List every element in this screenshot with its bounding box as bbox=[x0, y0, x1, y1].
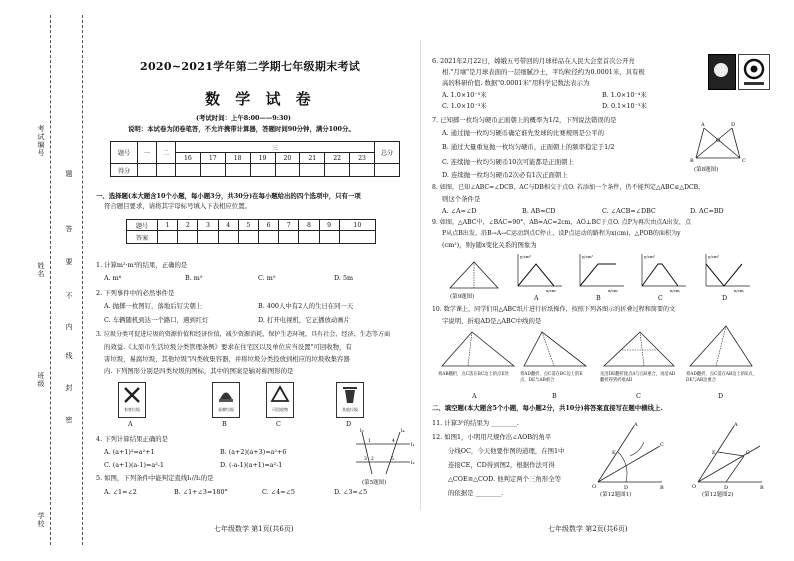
exam-title: 2020~2021学年第二学期七年级期末考试 bbox=[140, 60, 361, 73]
answer-cell bbox=[299, 231, 319, 244]
q9-line-3: (cm²)，则y随x变化关系的图象为 bbox=[442, 241, 537, 249]
q5-label: l₃ bbox=[360, 428, 364, 434]
q2-opt-a: A. 抛掷一枚图钉，落地后钉尖朝上 bbox=[104, 302, 203, 310]
q12-figure-1 bbox=[590, 422, 666, 490]
q12-label: B bbox=[660, 485, 664, 491]
score-row-label: 得分 bbox=[111, 164, 138, 177]
q11-stem: 11. 计算3⁰的结果为 ________. bbox=[432, 419, 519, 427]
q12-arc bbox=[630, 442, 644, 456]
food-waste-icon bbox=[212, 382, 240, 418]
q12-seg-ce bbox=[718, 452, 744, 456]
q9-graph-c bbox=[636, 252, 688, 292]
q8-label: C bbox=[742, 158, 746, 164]
score-sub: 22 bbox=[325, 153, 350, 164]
q12-ray-oc bbox=[698, 446, 760, 482]
binding-label-nei: 内 bbox=[65, 323, 73, 331]
q5-label: l₁ bbox=[411, 442, 415, 448]
section2-heading: 二、填空题(本大题含5个小题，每小题2分，共10分)将答案直接写在题中横线上. bbox=[432, 404, 663, 412]
binding-line-inner bbox=[82, 15, 83, 545]
q10-fig-a-crease bbox=[468, 332, 472, 366]
answer-num: 8 bbox=[299, 220, 319, 231]
score-sub: 19 bbox=[250, 153, 275, 164]
q10-fig-c-crease bbox=[640, 332, 644, 366]
q8-stem: 8. 如图，已知∠ABC=∠DCB，AC与DB相交于点O. 若添加一个条件，仍不能判定△ABC≌△DCB， bbox=[432, 184, 705, 191]
answer-table bbox=[126, 219, 376, 244]
q4-opt-a: A. (a+1)²=a²+1 bbox=[104, 448, 155, 456]
q1-opt-d: D. 5m bbox=[334, 274, 354, 282]
q2-opt-b: B. 400人中有2人的生日在同一天 bbox=[258, 302, 354, 310]
q12-label: E bbox=[712, 450, 716, 456]
q12-line-1: 12. 如图1，小明用尺规作出∠AOB的角平 bbox=[432, 433, 552, 441]
page1-footer: 七年级数学 第1页(共6页) bbox=[214, 525, 294, 533]
score-cell bbox=[225, 164, 250, 177]
q10-figure-c bbox=[600, 328, 678, 370]
q7-stem: 7. 已知掷一枚均匀硬币正面朝上的概率为1/2，下列说法错误的是 bbox=[432, 116, 617, 124]
q9-line-1: 9. 如图，△ABC中，∠BAC=90°，AB=AC=2cm，AO⊥BC于点O. 点P为再次由点A出发，点 bbox=[432, 219, 692, 226]
q9-figure bbox=[446, 256, 502, 292]
binding-label-name: 姓名 bbox=[37, 262, 45, 278]
q9-opt-d: D bbox=[722, 294, 728, 302]
q9-axis-x: x/cm bbox=[670, 288, 680, 293]
answer-num: 5 bbox=[238, 220, 258, 231]
score-col-2: 二 bbox=[157, 142, 176, 164]
q9-opt-a: A bbox=[534, 294, 539, 302]
q9-graph-b bbox=[574, 252, 626, 292]
q5-opt-d: D. ∠3=∠5 bbox=[334, 488, 368, 496]
q4-opt-c: C. (a+1)(a-1)=a²-1 bbox=[104, 461, 164, 469]
q3-line-1: 3. 垃圾分类可促进垃圾的资源价值和经济价值，减少资源消耗，保护生态环境，具有社会、经济、生态等方面 bbox=[96, 331, 391, 338]
q12-label: A bbox=[734, 422, 738, 428]
q9-graph-d-curve bbox=[706, 264, 742, 286]
q1-stem: 1. 计算m²·m³的结果，正确的是 bbox=[96, 261, 188, 269]
score-cell bbox=[138, 164, 157, 177]
q1-opt-c: C. m⁹ bbox=[258, 274, 276, 282]
answer-cell bbox=[198, 231, 218, 244]
binding-label-exam-number: 考试编号 bbox=[37, 125, 45, 157]
answer-cell bbox=[279, 231, 299, 244]
q6-opt-c: C. 1.0×10⁻³米 bbox=[442, 102, 487, 110]
q5-figure-caption: (第5题图) bbox=[362, 480, 387, 486]
q12-label: A bbox=[634, 422, 638, 428]
page-divider bbox=[420, 40, 421, 510]
q12-arc bbox=[618, 452, 627, 482]
q8-opt-d: D. AC=BD bbox=[690, 207, 724, 215]
answer-cell bbox=[319, 231, 339, 244]
q12-ray-oc bbox=[598, 446, 660, 482]
binding-label-feng: 封 bbox=[65, 384, 73, 392]
page2-footer: 七年级数学 第2页(共6页) bbox=[548, 525, 628, 533]
q2-stem: 2. 下列事件中的必然事件是 bbox=[96, 289, 175, 297]
q3-line-2: 的效益.《太原市生活垃圾分类管理条例》要求在住宅区以及单位应当设置"可回收物，有 bbox=[104, 343, 352, 351]
answer-cell bbox=[178, 231, 198, 244]
q8-edge bbox=[696, 128, 732, 158]
q4-stem: 4. 下列计算结果正确的是 bbox=[96, 435, 169, 443]
answer-cell bbox=[339, 231, 375, 244]
q8-edge bbox=[732, 128, 740, 158]
stamp-circle bbox=[714, 63, 728, 77]
answer-cell bbox=[158, 231, 178, 244]
score-table bbox=[110, 141, 400, 177]
answer-cell bbox=[238, 231, 258, 244]
score-sub: 21 bbox=[300, 153, 325, 164]
q4-opt-d: D. (-a-1)(a+1)=a²-1 bbox=[220, 461, 283, 469]
q9-axis-y: y/cm² bbox=[708, 254, 720, 259]
q8-edge bbox=[696, 128, 704, 158]
q12-ray-oa bbox=[698, 426, 734, 482]
q8-label: O bbox=[716, 138, 721, 144]
score-col-1: 一 bbox=[138, 142, 157, 164]
q12-line-2: 分线OC，今天他要作图的道理，在图1中 bbox=[448, 447, 565, 455]
q12-figure-2 bbox=[690, 422, 766, 490]
q3-opt-b: B bbox=[222, 420, 227, 428]
score-sub: 18 bbox=[225, 153, 250, 164]
score-cell bbox=[250, 164, 275, 177]
q8-opt-a: A. ∠A=∠D bbox=[442, 207, 477, 215]
icon-caption: 可回收物 bbox=[272, 407, 288, 412]
q5-stem: 5. 如图，下列条件中能判定直线l₁//l₂的是 bbox=[96, 474, 214, 482]
q5-opt-c: C. ∠4=∠5 bbox=[262, 488, 295, 496]
score-sub: 17 bbox=[200, 153, 225, 164]
q6-opt-b: B. 1.0×10⁻⁴米 bbox=[602, 91, 647, 99]
q5-opt-a: A. ∠1=∠2 bbox=[104, 488, 137, 496]
q5-label: l₄ bbox=[401, 428, 405, 434]
q10-figure-a bbox=[438, 328, 518, 370]
q9-opt-b: B bbox=[596, 294, 601, 302]
q9-graph-b-curve bbox=[580, 264, 616, 286]
q12-seg-cd bbox=[726, 456, 744, 482]
q7-opt-a: A. 通过抛一枚均匀硬币确定谁先发球的比赛规则是公平的 bbox=[442, 129, 605, 137]
score-col-3: 三 bbox=[176, 142, 375, 153]
score-sub: 16 bbox=[176, 153, 201, 164]
q6-opt-a: A. 1.0×10⁻⁵米 bbox=[442, 91, 487, 99]
q12-label: E bbox=[612, 450, 616, 456]
answer-num: 3 bbox=[198, 220, 218, 231]
q3-opt-d: D bbox=[346, 420, 352, 428]
score-cell bbox=[200, 164, 225, 177]
q9-axis-y: y/cm² bbox=[582, 254, 594, 259]
answer-num: 1 bbox=[158, 220, 178, 231]
q3-opt-a: A bbox=[128, 420, 133, 428]
answer-num: 4 bbox=[218, 220, 238, 231]
score-cell bbox=[176, 164, 201, 177]
q8-edge bbox=[704, 128, 740, 158]
q5-label: 4 bbox=[392, 439, 395, 444]
answer-num: 9 bbox=[319, 220, 339, 231]
section1-heading-2: 符合题目要求，请将其字母标号填入下表相应位置。 bbox=[104, 202, 251, 210]
q12-figure-2-caption: (第12题图2) bbox=[702, 492, 734, 498]
score-cell bbox=[275, 164, 300, 177]
q12-label: D bbox=[624, 485, 629, 491]
q12-line-5: 的依据是 ________. bbox=[448, 489, 504, 497]
q9-graph-c-curve bbox=[642, 264, 678, 286]
lunar-logo-image bbox=[738, 54, 770, 90]
q1-opt-b: B. m⁵ bbox=[185, 274, 203, 282]
lunar-logo-symbol bbox=[739, 55, 769, 89]
q3-opt-c: C bbox=[276, 420, 281, 428]
section1-heading: 一、选择题(本大题含10个小题，每小题3分，共30分)在每小题给出的四个选项中，只有一项 bbox=[96, 192, 361, 200]
q9-axis-y: y/cm² bbox=[644, 254, 656, 259]
score-cell bbox=[375, 164, 400, 177]
q12-label: D bbox=[724, 485, 729, 491]
q10-figure-d bbox=[686, 322, 756, 370]
q7-opt-b: B. 通过大量重复抛一枚均匀硬币，正面朝上的频率稳定于1/2 bbox=[442, 143, 615, 151]
exam-instructions: 说明：本试卷为闭卷笔答，不允许携带计算器，答题时间90分钟，满分100分。 bbox=[128, 125, 355, 133]
q6-line-1: 6. 2021年2月22日，嫦娥五号带回的月球样品在人民大会堂首次公开亮 bbox=[432, 57, 635, 65]
exam-time: (考试时间：上午8:00——9:30) bbox=[196, 114, 291, 122]
q12-label: O bbox=[592, 484, 597, 490]
q9-axis-y: y/cm² bbox=[520, 254, 532, 259]
q10-opt-c: C bbox=[636, 392, 641, 400]
q1-opt-a: A. m⁶ bbox=[104, 274, 122, 282]
hazardous-waste-icon bbox=[118, 382, 146, 418]
recyclable-icon bbox=[266, 382, 294, 418]
binding-label-ti: 题 bbox=[65, 170, 73, 178]
answer-num: 2 bbox=[178, 220, 198, 231]
q8-label: B bbox=[690, 158, 694, 164]
q8-label: D bbox=[731, 122, 736, 128]
q2-opt-d: D. 打开电视机，它正播放动画片 bbox=[258, 316, 351, 324]
q7-opt-d: D. 连续抛一枚均匀硬币2次必有1次正面朝上 bbox=[442, 171, 568, 179]
q8-opt-b: B. AB=CD bbox=[522, 207, 556, 215]
q9-graph-a bbox=[512, 252, 564, 292]
answer-num: 7 bbox=[279, 220, 299, 231]
q5-label: 2 bbox=[371, 457, 374, 462]
q6-line-2: 相."月壤"是月球表面的一层细腻沙土，平均粒径约为0.0001米，具有极 bbox=[442, 68, 645, 76]
q10-caption-b: 将AD翻折，点C落在BC边上的E点，DE与AB重合 bbox=[520, 372, 583, 383]
binding-label-school: 学校 bbox=[37, 512, 45, 528]
score-cell bbox=[325, 164, 350, 177]
q10-figure-b bbox=[520, 328, 590, 370]
icon-caption: 有害垃圾 bbox=[124, 407, 140, 412]
q8-figure-caption: (第8题图) bbox=[694, 167, 719, 173]
answer-num: 6 bbox=[258, 220, 278, 231]
q9-axis-x: x/cm bbox=[734, 288, 744, 293]
q8-label: A bbox=[701, 122, 705, 128]
q6-line-3: 高的科研价值. 数据"0.0001米"用科学记数法表示为 bbox=[442, 79, 590, 87]
score-col-total: 总分 bbox=[375, 142, 400, 164]
q10-fig-a-triangle bbox=[442, 332, 514, 366]
q12-label: O bbox=[692, 484, 697, 490]
q7-opt-c: C. 连续抛一枚均匀硬币10次可能都是正面朝上 bbox=[442, 158, 574, 166]
q12-ray-oa bbox=[598, 426, 634, 482]
other-waste-icon bbox=[336, 382, 364, 418]
binding-label-da: 答 bbox=[65, 225, 73, 233]
q12-label: C bbox=[660, 442, 664, 448]
score-cell bbox=[350, 164, 375, 177]
q10-caption-a: 将AB翻折，点C落在BC边上的点E处 bbox=[438, 372, 509, 377]
q9-graph-d bbox=[700, 252, 752, 292]
q12-figure-1-caption: (第12题图1) bbox=[600, 492, 632, 498]
q9-graph-a-curve bbox=[518, 264, 554, 286]
q8-figure bbox=[686, 120, 750, 164]
q8-opt-c: C. ∠ACB=∠DBC bbox=[602, 207, 656, 215]
q8-stem-2: 则这个条件是 bbox=[442, 195, 481, 203]
q9-line-2: P从点B出发，沿B→A→C运动到点C停止，设P点运动的路程为x(cm)，△POB的面积为y bbox=[442, 230, 681, 237]
q10-opt-a: A bbox=[472, 392, 477, 400]
q10-caption-d: 将AD翻折，点C落在AB边上的E点，DE与AB边重合 bbox=[686, 372, 757, 383]
q10-line-2: 字说明，折痕AD是△ABC中线的是 bbox=[442, 317, 542, 325]
score-cell bbox=[157, 164, 176, 177]
binding-line-outer bbox=[50, 15, 51, 545]
q12-label: C bbox=[746, 450, 750, 456]
q9-opt-c: C bbox=[658, 294, 663, 302]
q10-line-1: 10. 数学课上，同学们用△ABC纸片进行折纸操作，按照下列各图示的折叠过程和简要的文 bbox=[432, 306, 676, 313]
q5-label: 3 bbox=[364, 457, 367, 462]
q12-line-3: 连接CE，CD得到图2，根据作法可得 bbox=[448, 461, 555, 469]
q10-fig-c-triangle bbox=[604, 332, 674, 366]
binding-label-class: 班级 bbox=[37, 372, 45, 388]
icon-caption: 易腐垃圾 bbox=[218, 407, 234, 412]
binding-label-yao: 要 bbox=[65, 258, 73, 266]
answer-cell bbox=[258, 231, 278, 244]
q12-line-4: △COE≌△COD. 他判定两个三角形全等 bbox=[448, 475, 561, 483]
q6-opt-d: D. 0.1×10⁻³米 bbox=[602, 102, 647, 110]
q4-opt-b: B. (a+2)(a+3)=a²+6 bbox=[220, 448, 287, 456]
q5-figure bbox=[356, 428, 416, 480]
q5-label: 5 bbox=[391, 457, 394, 462]
q10-fig-b-triangle bbox=[524, 332, 586, 366]
q9-axis-x: x/cm bbox=[608, 288, 618, 293]
q9-figure-caption: (第9题图) bbox=[450, 294, 475, 300]
score-sub: 20 bbox=[275, 153, 300, 164]
answer-row-label: 答案 bbox=[127, 231, 158, 244]
score-row-label: 题号 bbox=[111, 142, 138, 164]
q5-opt-b: B. ∠1+∠3=180° bbox=[174, 488, 228, 496]
q2-opt-c: C. 车辆随机到达一个路口，遇到红灯 bbox=[104, 316, 209, 324]
binding-label-xian: 线 bbox=[65, 352, 73, 360]
binding-label-bu: 不 bbox=[65, 292, 73, 300]
answer-num: 10 bbox=[339, 220, 375, 231]
q12-label: B bbox=[760, 485, 764, 491]
q3-line-3: 害垃圾，易腐垃圾，其他垃圾"四类收集容器，并将垃圾分类投放到相应的垃圾收集容器 bbox=[104, 355, 350, 363]
stamp-image bbox=[708, 54, 736, 90]
q5-label: l₂ bbox=[411, 460, 415, 466]
q10-caption-c: 先沿DE翻折使点A与点B重合，再沿AD翻折得到折痕AD bbox=[600, 372, 676, 383]
binding-label-mi: 密 bbox=[65, 416, 73, 424]
score-cell bbox=[300, 164, 325, 177]
subject-title: 数 学 试 卷 bbox=[205, 90, 316, 108]
q5-label: 1 bbox=[368, 439, 371, 444]
q10-opt-d: D bbox=[718, 392, 724, 400]
icon-caption: 其他垃圾 bbox=[342, 407, 358, 412]
answer-cell bbox=[218, 231, 238, 244]
q3-line-4: 内. 下列图形分别是四类垃圾的图标，其中的图案是轴对称图形的是 bbox=[104, 367, 294, 375]
answer-row-label: 题号 bbox=[127, 220, 158, 231]
q10-opt-b: B bbox=[552, 392, 557, 400]
score-sub: 23 bbox=[350, 153, 375, 164]
q9-axis-x: x/cm bbox=[546, 288, 556, 293]
